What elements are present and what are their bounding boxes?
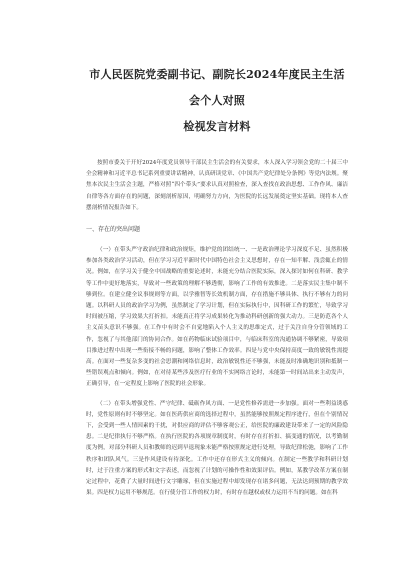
body-paragraph-2: （二）在带头增强党性、严守纪律、砥砺作风方面、一是党性修养需进一步加强。面对一些利益诱惑时，党性原则有时不够坚定。如在医药供应商的选择过程中，虽然能够按照规定程序进行，但在个别情况下，会受到一些人情因素的干扰，对供应商的评估不够客观公正，给医院的廉政建设带来了一定的风险隐患。二是纪律执行不够严格。在执行医院的各项规章制度时，有时存在打折扣、搞变通的情况，以考勤制度为例，对部分科研人员和教师的迟到早退现象未能严格按照规定进行处理，导致纪律松弛，影响了工作秩序和团队风气。三是作风建设有待深化。工作中还存在形式主义的倾向。在制定一些教学和科研计划时，过于注重方案的形式和文字表述，而忽视了计划的可操作性和效果评估。例如，某教学改革方案在制定过程中，花费了大量时间进行文字雕琢，但在实施过程中却发现存在诸多问题，无法达到预期的教学效果。四是权力运用不够规范。在行使分管工作的权力时，有时存在越权或权力运用不当的问题。如在科 — [86, 400, 348, 497]
intro-paragraph: 按照市委关于开好2024年度党员领导干部民主生活会的有关要求，本人深入学习领会党的二十届三中全会精神和习近平总书记系列重要讲话精神，认真研读党章、《中国共产党纪律处分条例》等党内法规。聚焦本次民主生活会主题，严格对照“四个带头”要求认真对照检查，深入查找在政治思想、工作作风、廉洁自律等各方面存在的问题，深刻剖析原因，明确努力方向，为医院的长远发展奠定坚实基础。现将本人查摆剖析情况报告如下。 — [86, 160, 348, 211]
body-paragraph-1: （一）在带头严守政治纪律和政治规矩，维护党的团结统一、一是政治理论学习深度不足、虽然积极参加各类政治学习活动，但在学习习近平新时代中国特色社会主义思想时，存在一知半解、浅尝辄止的情况。例如，在学习关于健全中国战略的重要论述时，未能充分结合医院实际，深入探讨如何在科研、教学等工作中更好地落实，导致对一些政策的理解不够透彻，影响了工作的有效推进。二是落实民主集中制不够到位。在建立健全议事规则等方面，以学雅智等长效机制方面，存在措施不够具体、执行不够有力的问题。以科研人员的政治学习为例，虽然制定了学习计划，但在实际执行中，因科研工作的繁忙，导致学习时间被压缩，学习效果大打折扣。未能真正将学习成果转化为推动科研创新的强大动力。三是防范各个人主义苗头意识不够强。在工作中有时会不自觉地陷入个人主义的思维定式，过于关注自身分管领域的工作，忽视了与其他部门的协同合作。如在药物临床试验项目中，与临床科室的沟通协调不够紧密，导致项目推进过程中出现一些衔接不畅的问题，影响了整体工作效率。四是与党中央保持高度一致的敏锐性需提高。在面对一些复杂多变的社会思潮和网络信息时，政治敏锐性还不够强，未能及时准确地识别和抵制一些错误观点和倾向。例如，在对待某些涉及医疗行业的不实网络言论时，未能第一时间站出来主动发声，正确引导，在一定程度上影响了医院的社会形象。 — [86, 247, 348, 388]
document-subtitle: 检视发言材料 — [183, 120, 251, 133]
section-heading: 一、存在的突出问题 — [86, 226, 141, 234]
document-title: 市人民医院党委副书记、副院长2024年度民主生活会个人对照 — [89, 68, 345, 107]
paragraph-spacer — [86, 391, 348, 399]
